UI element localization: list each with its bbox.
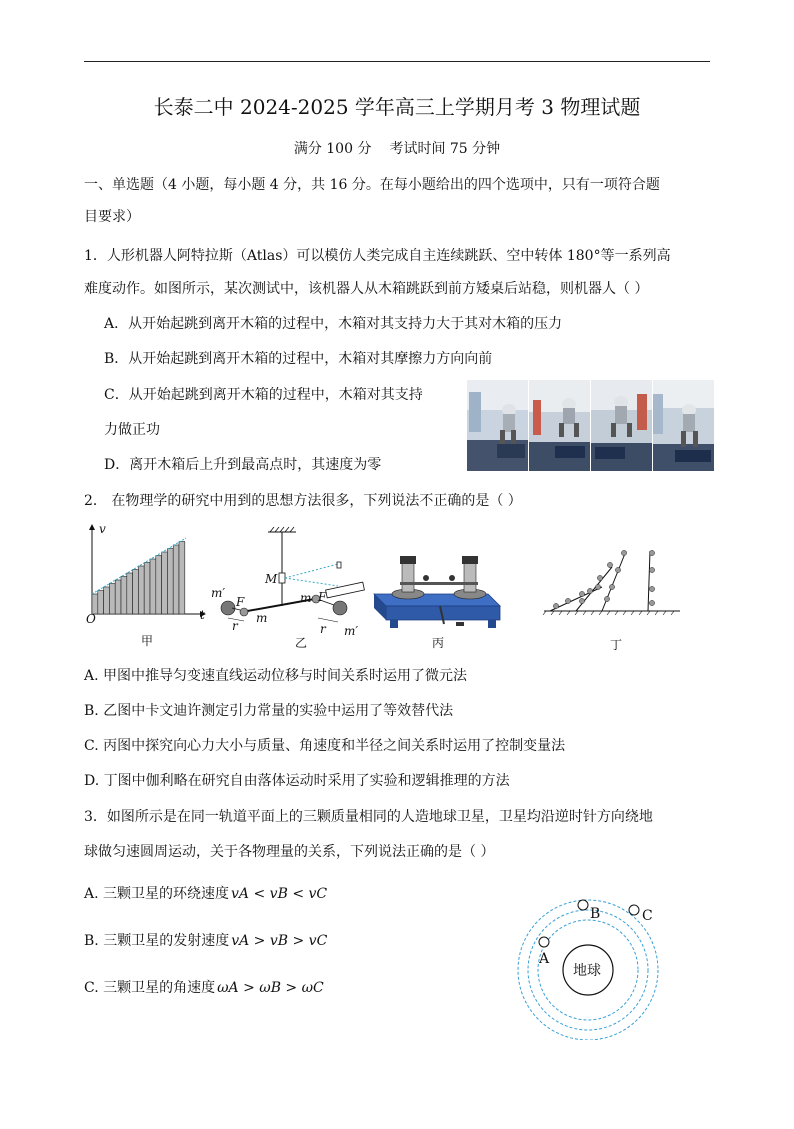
figure-yi-torsion-balance bbox=[208, 526, 368, 630]
q3-option-c-text: C. 三颗卫星的角速度 bbox=[84, 980, 216, 996]
vt-strip-bar bbox=[109, 584, 115, 615]
exam-info bbox=[0, 139, 794, 159]
vt-strip-bar bbox=[173, 545, 179, 614]
vt-strip-bar bbox=[156, 556, 162, 615]
vt-strip-bar bbox=[121, 577, 127, 615]
vt-strip-bar bbox=[92, 594, 98, 614]
q3-option-a-text: A. 三颗卫星的环绕速度 bbox=[84, 886, 230, 902]
label-m-prime-left: m′ bbox=[211, 586, 226, 600]
figure-ding-caption: 丁 bbox=[610, 638, 623, 652]
vt-strip-bar bbox=[167, 549, 173, 615]
q3-option-a bbox=[84, 884, 327, 904]
vt-strip-bar bbox=[144, 563, 150, 615]
q1-option-c-line1: C．从开始起跳到离开木箱的过程中，木箱对其支持 bbox=[104, 387, 423, 403]
q3-option-b-text: B. 三颗卫星的发射速度 bbox=[84, 933, 230, 949]
figure-bing-caption: 丙 bbox=[432, 636, 445, 650]
q1-option-b: B．从开始起跳到离开木箱的过程中，木箱对其摩擦力方向向前 bbox=[104, 351, 493, 367]
q3-stem-line1: 3．如图所示是在同一轨道平面上的三颗质量相同的人造地球卫星，卫星均沿逆时针方向绕地 bbox=[84, 809, 653, 825]
satellite-label-a: A bbox=[539, 951, 550, 967]
robot-photo-3 bbox=[591, 380, 652, 471]
q1-stem-line2: 难度动作。如图所示，某次测试中，该机器人从木箱跳跃到前方矮桌后站稳，则机器人（ ） bbox=[84, 281, 649, 297]
q1-stem-line1: 1．人形机器人阿特拉斯（Atlas）可以模仿人类完成自主连续跳跃、空中转体 180°等一系列高 bbox=[84, 248, 671, 264]
vt-strip-bar bbox=[133, 570, 139, 615]
full-score: 满分 100 分 bbox=[293, 141, 372, 157]
label-F-left: F bbox=[236, 595, 245, 609]
q2-option-a: A. 甲图中推导匀变速直线运动位移与时间关系时运用了微元法 bbox=[84, 668, 468, 684]
q3-stem-line2: 球做匀速圆周运动，关于各物理量的关系，下列说法正确的是（ ） bbox=[84, 844, 495, 860]
label-m-right: m bbox=[300, 591, 312, 605]
q3-option-b-expr: vA > vB > vC bbox=[231, 933, 328, 949]
header-rule bbox=[84, 61, 710, 62]
robot-photo-1 bbox=[467, 380, 528, 471]
q2-stem: 2． 在物理学的研究中用到的思想方法很多，下列说法不正确的是（ ） bbox=[84, 493, 522, 509]
vt-strip-bar bbox=[162, 552, 168, 614]
q3-option-b bbox=[84, 931, 327, 951]
robot-photo-2 bbox=[529, 380, 590, 471]
label-F-right: F bbox=[318, 590, 327, 604]
axis-label-v: v bbox=[99, 522, 106, 536]
label-r-left: r bbox=[232, 619, 238, 633]
satellite-label-c: C bbox=[642, 908, 653, 924]
q3-option-a-expr: vA < vB < vC bbox=[231, 886, 328, 902]
vt-strip-bar bbox=[138, 566, 144, 614]
vt-strip-bar bbox=[98, 591, 104, 615]
axis-label-t: t bbox=[200, 608, 205, 622]
figure-bing-centripetal-apparatus bbox=[370, 548, 502, 630]
vt-strip-bar bbox=[115, 580, 121, 614]
q1-option-a: A．从开始起跳到离开木箱的过程中，木箱对其支持力大于其对木箱的压力 bbox=[104, 316, 563, 332]
label-M: M bbox=[265, 572, 278, 586]
vt-strip-bar bbox=[150, 559, 156, 614]
figure-jia-caption: 甲 bbox=[141, 634, 154, 648]
label-m-prime-right: m′ bbox=[344, 624, 359, 638]
q3-option-c-expr: ωA > ωB > ωC bbox=[217, 980, 324, 996]
label-m-left: m bbox=[256, 611, 268, 625]
q1-option-d: D．离开木箱后上升到最高点时，其速度为零 bbox=[104, 457, 382, 473]
vt-strip-bar bbox=[127, 573, 133, 614]
vt-strip-bar bbox=[179, 542, 185, 615]
section-heading-line1: 一、单选题（4 小题，每小题 4 分，共 16 分。在每小题给出的四个选项中，只有一项符合题 bbox=[84, 177, 660, 193]
earth-label: 地球 bbox=[573, 963, 601, 979]
label-r-right: r bbox=[320, 622, 326, 636]
figure-ding-inclined-planes bbox=[540, 545, 685, 615]
vt-strip-bar bbox=[104, 587, 110, 614]
figure-jia-vt-graph bbox=[82, 522, 212, 630]
exam-time: 考试时间 75 分钟 bbox=[389, 141, 501, 157]
figure-yi-caption: 乙 bbox=[295, 636, 308, 650]
robot-photo-4 bbox=[653, 380, 714, 471]
satellite-label-b: B bbox=[590, 906, 601, 922]
origin-label: O bbox=[86, 612, 96, 626]
page-title: 长泰二中 2024-2025 学年高三上学期月考 3 物理试题 bbox=[153, 95, 641, 119]
section-heading-line2: 目要求） bbox=[84, 209, 140, 225]
q1-option-c-line2: 力做正功 bbox=[104, 422, 160, 438]
q3-option-c bbox=[84, 978, 324, 998]
q2-option-d: D. 丁图中伽利略在研究自由落体运动时采用了实验和逻辑推理的方法 bbox=[84, 773, 510, 789]
q2-option-b: B. 乙图中卡文迪许测定引力常量的实验中运用了等效替代法 bbox=[84, 703, 454, 719]
q2-option-c: C. 丙图中探究向心力大小与质量、角速度和半径之间关系时运用了控制变量法 bbox=[84, 738, 566, 754]
